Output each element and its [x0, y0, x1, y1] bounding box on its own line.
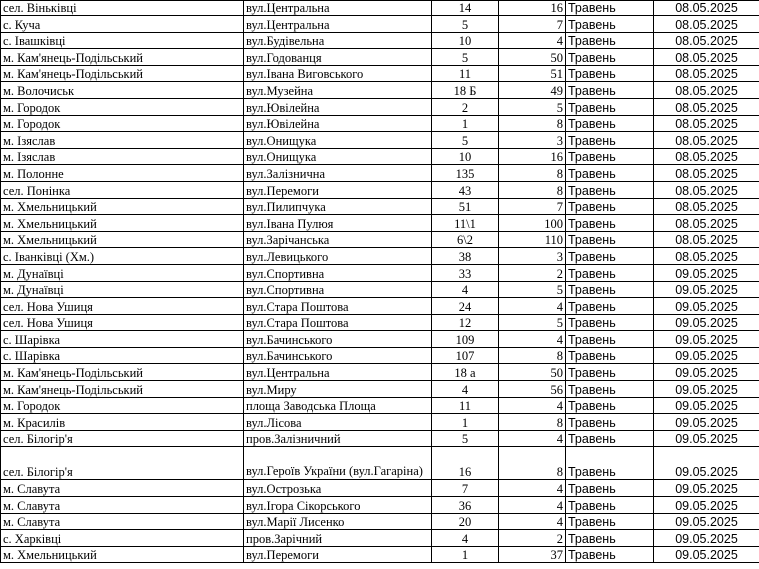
date-cell: 09.05.2025 — [654, 347, 759, 364]
house-number-cell: 24 — [432, 298, 499, 315]
table-row — [1, 148, 759, 165]
table-row — [1, 298, 759, 315]
settlement-cell: м. Кам'янець-Подільський — [1, 49, 244, 66]
count-cell: 16 — [499, 1, 566, 16]
street-cell: вул.Залізнична — [244, 165, 432, 182]
house-number-cell: 36 — [432, 497, 499, 514]
count-cell: 4 — [499, 497, 566, 514]
street-cell: вул.Стара Поштова — [244, 298, 432, 315]
settlement-cell: м. Славута — [1, 497, 244, 514]
date-cell: 08.05.2025 — [654, 65, 759, 82]
table-row — [1, 314, 759, 331]
date-cell: 09.05.2025 — [654, 381, 759, 398]
date-cell: 09.05.2025 — [654, 480, 759, 497]
table-row — [1, 430, 759, 447]
table-row — [1, 546, 759, 563]
table-row — [1, 98, 759, 115]
month-cell: Травень — [566, 298, 654, 315]
month-cell: Травень — [566, 331, 654, 348]
house-number-cell: 5 — [432, 430, 499, 447]
house-number-cell: 5 — [432, 132, 499, 149]
house-number-cell: 10 — [432, 32, 499, 49]
count-cell: 56 — [499, 381, 566, 398]
date-cell: 08.05.2025 — [654, 132, 759, 149]
month-cell: Травень — [566, 447, 654, 480]
settlement-cell: м. Кам'янець-Подільський — [1, 65, 244, 82]
street-cell: вул.Годованця — [244, 49, 432, 66]
month-cell: Травень — [566, 49, 654, 66]
month-cell: Травень — [566, 364, 654, 381]
date-cell: 08.05.2025 — [654, 148, 759, 165]
house-number-cell: 14 — [432, 1, 499, 16]
month-cell: Травень — [566, 314, 654, 331]
date-cell: 09.05.2025 — [654, 364, 759, 381]
month-cell: Травень — [566, 148, 654, 165]
street-cell: вул.Левицького — [244, 248, 432, 265]
house-number-cell: 20 — [432, 513, 499, 530]
house-number-cell: 109 — [432, 331, 499, 348]
street-cell: вул.Музейна — [244, 82, 432, 99]
table-row — [1, 115, 759, 132]
settlement-cell: с. Івашківці — [1, 32, 244, 49]
house-number-cell: 38 — [432, 248, 499, 265]
street-cell: вул.Ігора Сікорського — [244, 497, 432, 514]
street-cell: вул.Стара Поштова — [244, 314, 432, 331]
house-number-cell: 51 — [432, 198, 499, 215]
table-row — [1, 530, 759, 547]
street-cell: вул.Марії Лисенко — [244, 513, 432, 530]
date-cell: 09.05.2025 — [654, 546, 759, 563]
house-number-cell: 4 — [432, 281, 499, 298]
house-number-cell: 12 — [432, 314, 499, 331]
house-number-cell: 10 — [432, 148, 499, 165]
date-cell: 08.05.2025 — [654, 98, 759, 115]
date-cell: 08.05.2025 — [654, 16, 759, 33]
date-cell: 08.05.2025 — [654, 165, 759, 182]
settlement-cell: сел. Понінка — [1, 181, 244, 198]
settlement-cell: м. Хмельницький — [1, 231, 244, 248]
table-row — [1, 32, 759, 49]
month-cell: Травень — [566, 546, 654, 563]
street-cell: вул.Пилипчука — [244, 198, 432, 215]
date-cell: 08.05.2025 — [654, 49, 759, 66]
house-number-cell: 6\2 — [432, 231, 499, 248]
count-cell: 2 — [499, 530, 566, 547]
date-cell: 08.05.2025 — [654, 215, 759, 232]
month-cell: Травень — [566, 530, 654, 547]
count-cell: 7 — [499, 16, 566, 33]
street-cell: вул.Ювілейна — [244, 115, 432, 132]
count-cell: 4 — [499, 331, 566, 348]
table-row — [1, 331, 759, 348]
street-cell: вул.Онищука — [244, 132, 432, 149]
settlement-cell: м. Хмельницький — [1, 198, 244, 215]
settlement-cell: сел. Нова Ушиця — [1, 314, 244, 331]
count-cell: 8 — [499, 447, 566, 480]
count-cell: 100 — [499, 215, 566, 232]
table-row — [1, 231, 759, 248]
street-cell: вул.Лісова — [244, 414, 432, 431]
street-cell: вул.Острозька — [244, 480, 432, 497]
count-cell: 37 — [499, 546, 566, 563]
street-cell: пров.Залізничний — [244, 430, 432, 447]
house-number-cell: 1 — [432, 546, 499, 563]
count-cell: 8 — [499, 165, 566, 182]
settlement-cell: м. Славута — [1, 513, 244, 530]
settlement-cell: сел. Білогір'я — [1, 447, 244, 480]
street-cell: вул.Будівельна — [244, 32, 432, 49]
house-number-cell: 4 — [432, 381, 499, 398]
street-cell: пров.Зарічний — [244, 530, 432, 547]
settlement-cell: сел. Білогір'я — [1, 430, 244, 447]
settlement-cell: м. Дунаївці — [1, 281, 244, 298]
settlement-cell: м. Славута — [1, 480, 244, 497]
date-cell: 09.05.2025 — [654, 497, 759, 514]
street-cell: вул.Івана Пулюя — [244, 215, 432, 232]
date-cell: 09.05.2025 — [654, 281, 759, 298]
table-row — [1, 414, 759, 431]
count-cell: 8 — [499, 115, 566, 132]
table-row — [1, 248, 759, 265]
settlement-cell: сел. Віньківці — [1, 1, 244, 16]
street-cell: вул.Онищука — [244, 148, 432, 165]
count-cell: 8 — [499, 347, 566, 364]
count-cell: 4 — [499, 513, 566, 530]
settlement-cell: с. Куча — [1, 16, 244, 33]
settlement-cell: м. Дунаївці — [1, 264, 244, 281]
month-cell: Травень — [566, 231, 654, 248]
house-number-cell: 43 — [432, 181, 499, 198]
month-cell: Травень — [566, 480, 654, 497]
count-cell: 4 — [499, 480, 566, 497]
count-cell: 4 — [499, 397, 566, 414]
month-cell: Травень — [566, 497, 654, 514]
settlement-cell: м. Городок — [1, 98, 244, 115]
date-cell: 08.05.2025 — [654, 1, 759, 16]
settlement-cell: с. Шарівка — [1, 347, 244, 364]
street-cell: площа Заводська Площа — [244, 397, 432, 414]
table-row — [1, 181, 759, 198]
settlement-cell: м. Волочиськ — [1, 82, 244, 99]
count-cell: 50 — [499, 49, 566, 66]
date-cell: 09.05.2025 — [654, 397, 759, 414]
date-cell: 09.05.2025 — [654, 331, 759, 348]
settlement-cell: м. Ізяслав — [1, 148, 244, 165]
date-cell: 08.05.2025 — [654, 231, 759, 248]
date-cell: 08.05.2025 — [654, 181, 759, 198]
count-cell: 7 — [499, 198, 566, 215]
house-number-cell: 2 — [432, 98, 499, 115]
house-number-cell: 1 — [432, 115, 499, 132]
month-cell: Травень — [566, 1, 654, 16]
month-cell: Травень — [566, 397, 654, 414]
house-number-cell: 7 — [432, 480, 499, 497]
table-row — [1, 49, 759, 66]
count-cell: 50 — [499, 364, 566, 381]
house-number-cell: 11\1 — [432, 215, 499, 232]
street-cell: вул.Зарічанська — [244, 231, 432, 248]
house-number-cell: 11 — [432, 65, 499, 82]
house-number-cell: 107 — [432, 347, 499, 364]
table-row — [1, 397, 759, 414]
settlement-cell: м. Полонне — [1, 165, 244, 182]
count-cell: 5 — [499, 314, 566, 331]
count-cell: 51 — [499, 65, 566, 82]
house-number-cell: 18 Б — [432, 82, 499, 99]
month-cell: Травень — [566, 181, 654, 198]
street-cell: вул.Ювілейна — [244, 98, 432, 115]
month-cell: Травень — [566, 132, 654, 149]
month-cell: Травень — [566, 430, 654, 447]
count-cell: 5 — [499, 281, 566, 298]
settlement-cell: м. Кам'янець-Подільський — [1, 364, 244, 381]
month-cell: Травень — [566, 82, 654, 99]
street-cell: вул.Героїв України (вул.Гагаріна) — [244, 447, 432, 480]
house-number-cell: 1 — [432, 414, 499, 431]
count-cell: 16 — [499, 148, 566, 165]
street-cell: вул.Перемоги — [244, 181, 432, 198]
table-row — [1, 165, 759, 182]
table-row — [1, 215, 759, 232]
house-number-cell: 16 — [432, 447, 499, 480]
month-cell: Травень — [566, 215, 654, 232]
date-cell: 09.05.2025 — [654, 430, 759, 447]
street-cell: вул.Івана Виговського — [244, 65, 432, 82]
settlement-cell: сел. Нова Ушиця — [1, 298, 244, 315]
house-number-cell: 18 а — [432, 364, 499, 381]
settlement-cell: м. Кам'янець-Подільський — [1, 381, 244, 398]
street-cell: вул.Миру — [244, 381, 432, 398]
date-cell: 09.05.2025 — [654, 314, 759, 331]
street-cell: вул.Перемоги — [244, 546, 432, 563]
date-cell: 09.05.2025 — [654, 414, 759, 431]
date-cell: 08.05.2025 — [654, 32, 759, 49]
street-cell: вул.Спортивна — [244, 281, 432, 298]
settlement-cell: м. Ізяслав — [1, 132, 244, 149]
table-row — [1, 132, 759, 149]
month-cell: Травень — [566, 115, 654, 132]
settlement-cell: м. Красилів — [1, 414, 244, 431]
street-cell: вул.Спортивна — [244, 264, 432, 281]
settlement-cell: с. Іванківці (Хм.) — [1, 248, 244, 265]
count-cell: 8 — [499, 181, 566, 198]
month-cell: Травень — [566, 347, 654, 364]
count-cell: 8 — [499, 414, 566, 431]
month-cell: Травень — [566, 16, 654, 33]
date-cell: 08.05.2025 — [654, 198, 759, 215]
table-row — [1, 480, 759, 497]
house-number-cell: 4 — [432, 530, 499, 547]
street-cell: вул.Бачинського — [244, 347, 432, 364]
table-row — [1, 16, 759, 33]
month-cell: Травень — [566, 198, 654, 215]
house-number-cell: 5 — [432, 49, 499, 66]
street-cell: вул.Центральна — [244, 1, 432, 16]
date-cell: 09.05.2025 — [654, 264, 759, 281]
table-row — [1, 264, 759, 281]
date-cell: 09.05.2025 — [654, 513, 759, 530]
table-row — [1, 198, 759, 215]
table-row — [1, 447, 759, 480]
count-cell: 4 — [499, 430, 566, 447]
table-row — [1, 1, 759, 16]
count-cell: 110 — [499, 231, 566, 248]
street-cell: вул.Центральна — [244, 16, 432, 33]
month-cell: Травень — [566, 281, 654, 298]
table-row — [1, 281, 759, 298]
schedule-table-body — [1, 1, 759, 563]
count-cell: 3 — [499, 248, 566, 265]
month-cell: Травень — [566, 414, 654, 431]
table-row — [1, 347, 759, 364]
month-cell: Травень — [566, 264, 654, 281]
settlement-cell: м. Городок — [1, 397, 244, 414]
date-cell: 08.05.2025 — [654, 248, 759, 265]
month-cell: Травень — [566, 98, 654, 115]
house-number-cell: 5 — [432, 16, 499, 33]
month-cell: Травень — [566, 381, 654, 398]
count-cell: 49 — [499, 82, 566, 99]
date-cell: 09.05.2025 — [654, 298, 759, 315]
table-row — [1, 513, 759, 530]
settlement-cell: м. Хмельницький — [1, 546, 244, 563]
settlement-cell: м. Городок — [1, 115, 244, 132]
settlement-cell: м. Хмельницький — [1, 215, 244, 232]
count-cell: 4 — [499, 32, 566, 49]
date-cell: 08.05.2025 — [654, 115, 759, 132]
month-cell: Травень — [566, 32, 654, 49]
month-cell: Травень — [566, 165, 654, 182]
month-cell: Травень — [566, 248, 654, 265]
street-cell: вул.Бачинського — [244, 331, 432, 348]
settlement-cell: с. Харківці — [1, 530, 244, 547]
house-number-cell: 33 — [432, 264, 499, 281]
date-cell: 09.05.2025 — [654, 530, 759, 547]
table-row — [1, 65, 759, 82]
month-cell: Травень — [566, 513, 654, 530]
date-cell: 09.05.2025 — [654, 447, 759, 480]
count-cell: 3 — [499, 132, 566, 149]
month-cell: Травень — [566, 65, 654, 82]
house-number-cell: 135 — [432, 165, 499, 182]
count-cell: 2 — [499, 264, 566, 281]
table-row — [1, 381, 759, 398]
table-row — [1, 82, 759, 99]
table-row — [1, 497, 759, 514]
table-row — [1, 364, 759, 381]
count-cell: 5 — [499, 98, 566, 115]
house-number-cell: 11 — [432, 397, 499, 414]
date-cell: 08.05.2025 — [654, 82, 759, 99]
count-cell: 4 — [499, 298, 566, 315]
street-cell: вул.Центральна — [244, 364, 432, 381]
settlement-cell: с. Шарівка — [1, 331, 244, 348]
